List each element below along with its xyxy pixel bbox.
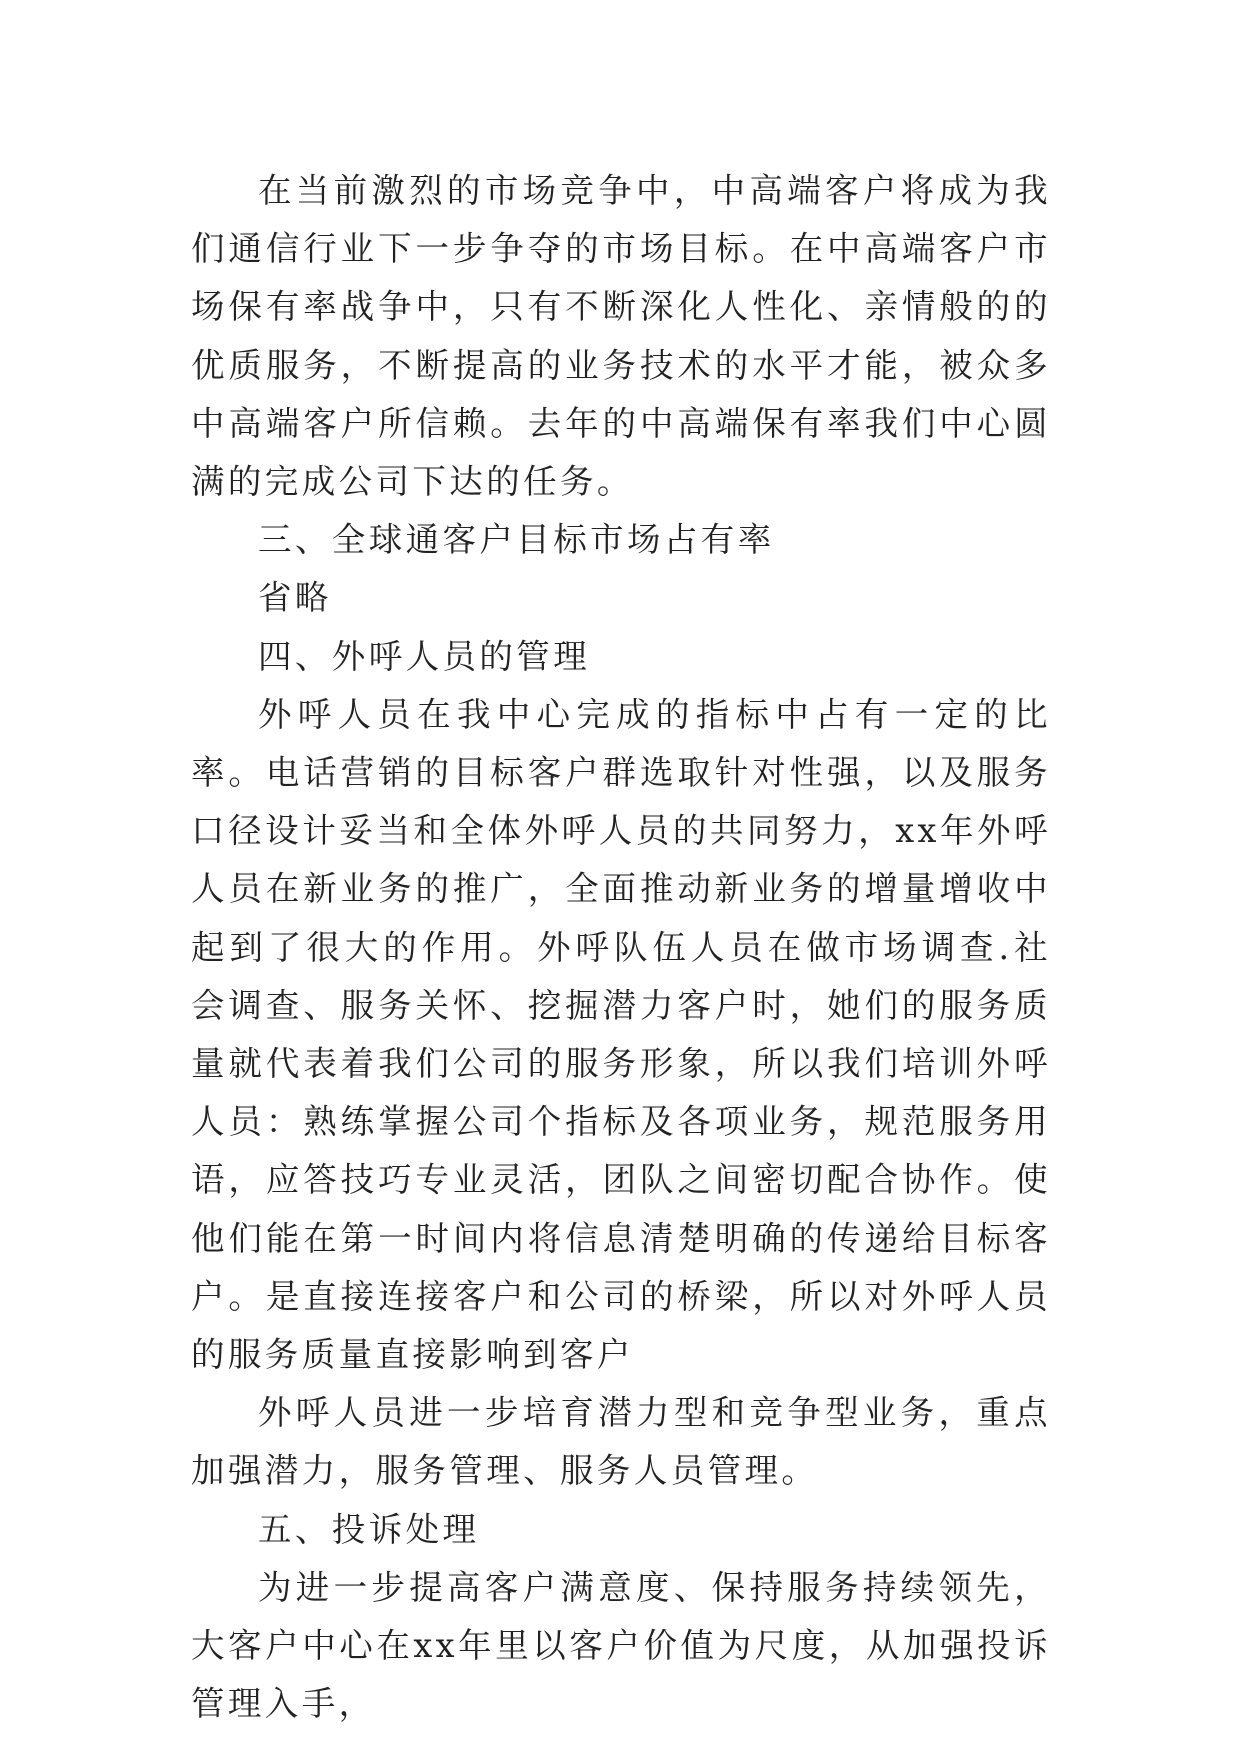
paragraph-complaint-handling: 为进一步提高客户满意度、保持服务持续领先，大客户中心在xx年里以客户价值为尺度，从加强投诉管理入手，	[191, 1567, 1051, 1724]
paragraph-outbound-staff: 外呼人员在我中心完成的指标中占有一定的比率。电话营销的目标客户群选取针对性强，以及服务口径设计妥当和全体外呼人员的共同努力，xx年外呼人员在新业务的推广，全面推动新业务的增量增收中起到了很大的作用。外呼队伍人员在做市场调查.社会调查、服务关怀、挖掘潜力客户时，她们的服务质量就代表着我们公司的服务形象，所以我们培训外呼人员：熟练掌握公司个指标及各项业务，规范服务用语，应答技巧专业灵活，团队之间密切配合协作。使他们能在第一时间内将信息清楚明确的传递给目标客户。是直接连接客户和公司的桥梁，所以对外呼人员的服务质量直接影响到客户	[191, 694, 1051, 1375]
heading-section-3: 三、全球通客户目标市场占有率	[258, 520, 775, 560]
paragraph-high-end-customers: 在当前激烈的市场竞争中，中高端客户将成为我们通信行业下一步争夺的市场目标。在中高端客户市场保有率战争中，只有不断深化人性化、亲情般的的优质服务，不断提高的业务技术的水平才能，被众多中高端客户所信赖。去年的中高端保有率我们中心圆满的完成公司下达的任务。	[191, 171, 1051, 502]
paragraph-omitted: 省略	[258, 578, 332, 618]
heading-section-4: 四、外呼人员的管理	[258, 636, 591, 676]
paragraph-outbound-development: 外呼人员进一步培育潜力型和竞争型业务，重点加强潜力，服务管理、服务人员管理。	[191, 1393, 1051, 1491]
heading-section-5: 五、投诉处理	[258, 1509, 480, 1549]
document-body	[191, 162, 1051, 1733]
